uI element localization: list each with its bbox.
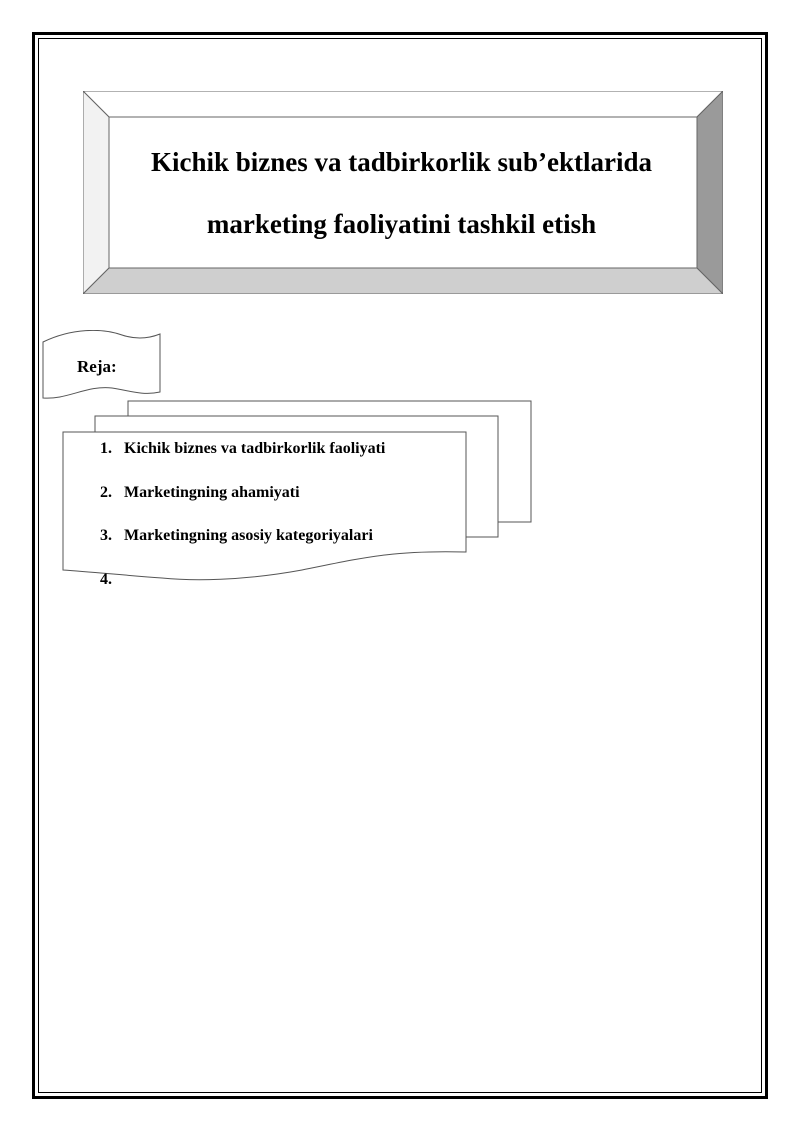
plan-item-text: Marketingning asosiy kategoriyalari bbox=[124, 527, 373, 544]
plan-item-text: Kichik biznes va tadbirkorlik faoliyati bbox=[124, 440, 386, 457]
plan-item-text: Marketingning ahamiyati bbox=[124, 483, 300, 501]
document-title bbox=[108, 117, 695, 268]
plan-item-1: 1. Kichik biznes va tadbirkorlik faoliyati bbox=[100, 440, 386, 457]
plan-item-3: 3. Marketingning asosiy kategoriyalari bbox=[100, 527, 373, 544]
plan-item-4: 4. bbox=[100, 570, 112, 588]
reja-heading: Reja: bbox=[77, 357, 117, 376]
plan-list bbox=[100, 440, 385, 614]
title-line-1: Kichik biznes va tadbirkorlik sub’ektlarida bbox=[150, 146, 653, 177]
title-line-2: marketing faoliyatini tashkil etish bbox=[206, 208, 597, 239]
plan-item-2: 2. Marketingning ahamiyati bbox=[100, 483, 300, 501]
